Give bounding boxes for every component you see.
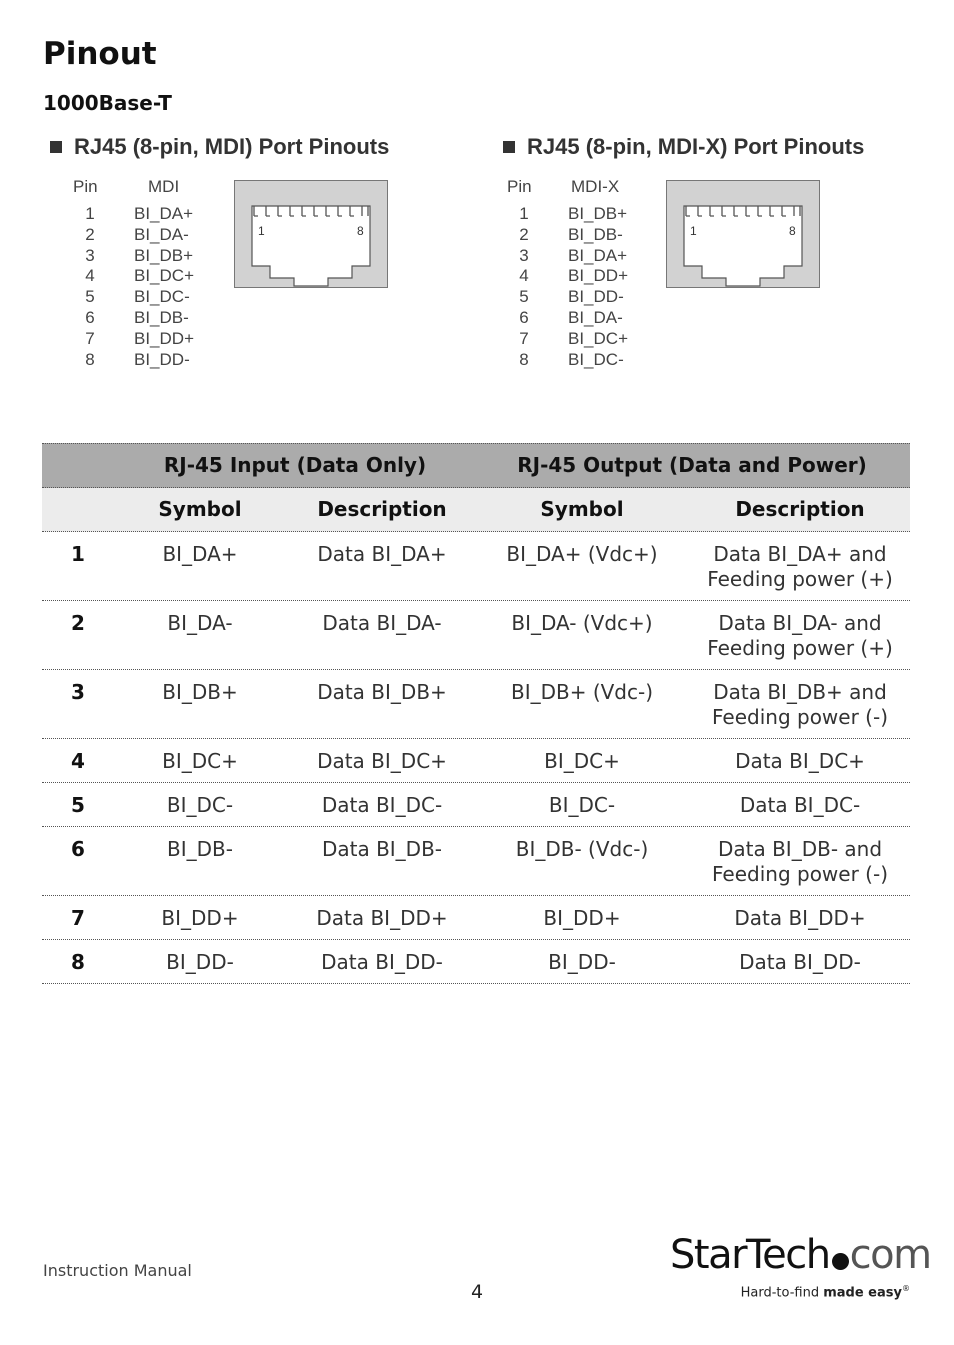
output-symbol-cell: BI_DB- (Vdc-) (515, 837, 649, 861)
page-number: 4 (470, 1281, 484, 1303)
input-description-cell: Data BI_DD+ (316, 906, 448, 930)
output-description-line: Data BI_DC+ (735, 749, 865, 773)
output-description-cell (692, 680, 908, 730)
input-description-cell: Data BI_DD- (321, 950, 443, 974)
pin-cell: 1 (71, 542, 85, 566)
pin-cell: 3 (71, 680, 85, 704)
mdi-pin-numbers: 1 2 3 4 5 6 7 8 (85, 204, 95, 369)
section-subheading: 1000Base-T (43, 91, 172, 115)
footer-document-type: Instruction Manual (43, 1261, 192, 1280)
output-description-cell (692, 906, 908, 931)
output-description-line: Data BI_DA- and (718, 611, 882, 635)
table-column-header (42, 488, 910, 532)
input-symbol-cell: BI_DB+ (162, 680, 238, 704)
output-description-line: Feeding power (-) (712, 862, 888, 886)
mdix-figure-title: RJ45 (8-pin, MDI-X) Port Pinouts (501, 134, 864, 160)
input-symbol-cell: BI_DD+ (161, 906, 239, 930)
rj45-jack-icon (234, 180, 388, 288)
mdi-signal-header: MDI (148, 177, 180, 196)
table-group-header (42, 443, 910, 488)
svg-text:8: 8 (357, 224, 364, 238)
output-description-cell (692, 837, 908, 887)
col-input-symbol: Symbol (158, 497, 242, 521)
output-symbol-cell: BI_DD+ (543, 906, 621, 930)
pin-cell: 4 (71, 749, 85, 773)
input-description-cell: Data BI_DB- (321, 837, 443, 861)
input-symbol-cell: BI_DC- (166, 793, 234, 817)
logo-tagline: Hard-to-find made easy® (740, 1284, 910, 1301)
mdi-pin-signals: BI_DA+ BI_DA- BI_DB+ BI_DC+ BI_DC- BI_DB- BI_DD+ BI_DD- (134, 204, 194, 369)
output-symbol-cell: BI_DB+ (Vdc-) (510, 680, 654, 704)
rj45-jack-icon (666, 180, 820, 288)
output-description-line: Feeding power (+) (707, 636, 893, 660)
pin-cell: 5 (71, 793, 85, 817)
table-row (42, 601, 910, 670)
input-symbol-cell: BI_DD- (166, 950, 234, 974)
table-row (42, 532, 910, 601)
startech-logo: StarTech com Hard-to-find made easy® (670, 1232, 931, 1301)
col-output-symbol: Symbol (540, 497, 624, 521)
output-description-line: Feeding power (+) (707, 567, 893, 591)
input-description-cell: Data BI_DB+ (317, 680, 447, 704)
table-row (42, 827, 910, 896)
output-symbol-cell: BI_DC+ (544, 749, 620, 773)
output-description-cell (692, 542, 908, 592)
mdix-pin-header: Pin (507, 177, 532, 196)
mdi-figure-title: RJ45 (8-pin, MDI) Port Pinouts (48, 134, 389, 160)
output-description-cell (692, 793, 908, 818)
square-bullet-icon (503, 141, 515, 153)
table-row (42, 783, 910, 827)
input-description-cell: Data BI_DA+ (317, 542, 447, 566)
input-symbol-cell: BI_DA- (167, 611, 233, 635)
mdix-pin-signals: BI_DB+ BI_DB- BI_DA+ BI_DD+ BI_DD- BI_DA- BI_DC+ BI_DC- (568, 204, 628, 369)
output-description-line: Data BI_DC- (739, 793, 861, 817)
mdi-pin-header: Pin (73, 177, 98, 196)
mdix-signal-header: MDI-X (571, 177, 620, 196)
logo-dot-icon (832, 1253, 849, 1270)
pin-cell: 8 (71, 950, 85, 974)
input-description-cell: Data BI_DC+ (317, 749, 447, 773)
output-description-cell (692, 611, 908, 661)
square-bullet-icon (50, 141, 62, 153)
mdi-pinout-figure (48, 132, 468, 382)
input-symbol-cell: BI_DB- (167, 837, 233, 861)
group-input-header: RJ-45 Input (Data Only) (163, 453, 427, 477)
output-description-cell (692, 950, 908, 975)
table-row (42, 940, 910, 984)
output-description-line: Data BI_DB- and (717, 837, 883, 861)
input-description-cell: Data BI_DA- (322, 611, 442, 635)
output-description-line: Data BI_DA+ and (713, 542, 887, 566)
pinout-table (42, 443, 910, 984)
input-symbol-cell: BI_DC+ (162, 749, 238, 773)
mdix-pin-numbers: 1 2 3 4 5 6 7 8 (519, 204, 529, 369)
pin-cell: 7 (71, 906, 85, 930)
col-output-description: Description (735, 497, 865, 521)
col-input-description: Description (317, 497, 447, 521)
output-description-line: Feeding power (-) (712, 705, 888, 729)
mdix-pinout-figure (501, 132, 921, 382)
output-description-line: Data BI_DB+ and (713, 680, 887, 704)
svg-text:1: 1 (258, 224, 265, 238)
output-symbol-cell: BI_DC- (548, 793, 616, 817)
output-description-line: Data BI_DD+ (734, 906, 866, 930)
input-description-cell: Data BI_DC- (321, 793, 443, 817)
group-output-header: RJ-45 Output (Data and Power) (517, 453, 867, 477)
table-row (42, 896, 910, 940)
pin-cell: 2 (71, 611, 85, 635)
svg-text:8: 8 (789, 224, 796, 238)
output-symbol-cell: BI_DA- (Vdc+) (511, 611, 653, 635)
pin-cell: 6 (71, 837, 85, 861)
output-description-line: Data BI_DD- (739, 950, 861, 974)
table-row (42, 670, 910, 739)
svg-text:1: 1 (690, 224, 697, 238)
output-description-cell (692, 749, 908, 774)
table-row (42, 739, 910, 783)
output-symbol-cell: BI_DA+ (Vdc+) (506, 542, 658, 566)
output-symbol-cell: BI_DD- (548, 950, 616, 974)
page-title: Pinout (43, 36, 157, 72)
input-symbol-cell: BI_DA+ (162, 542, 238, 566)
